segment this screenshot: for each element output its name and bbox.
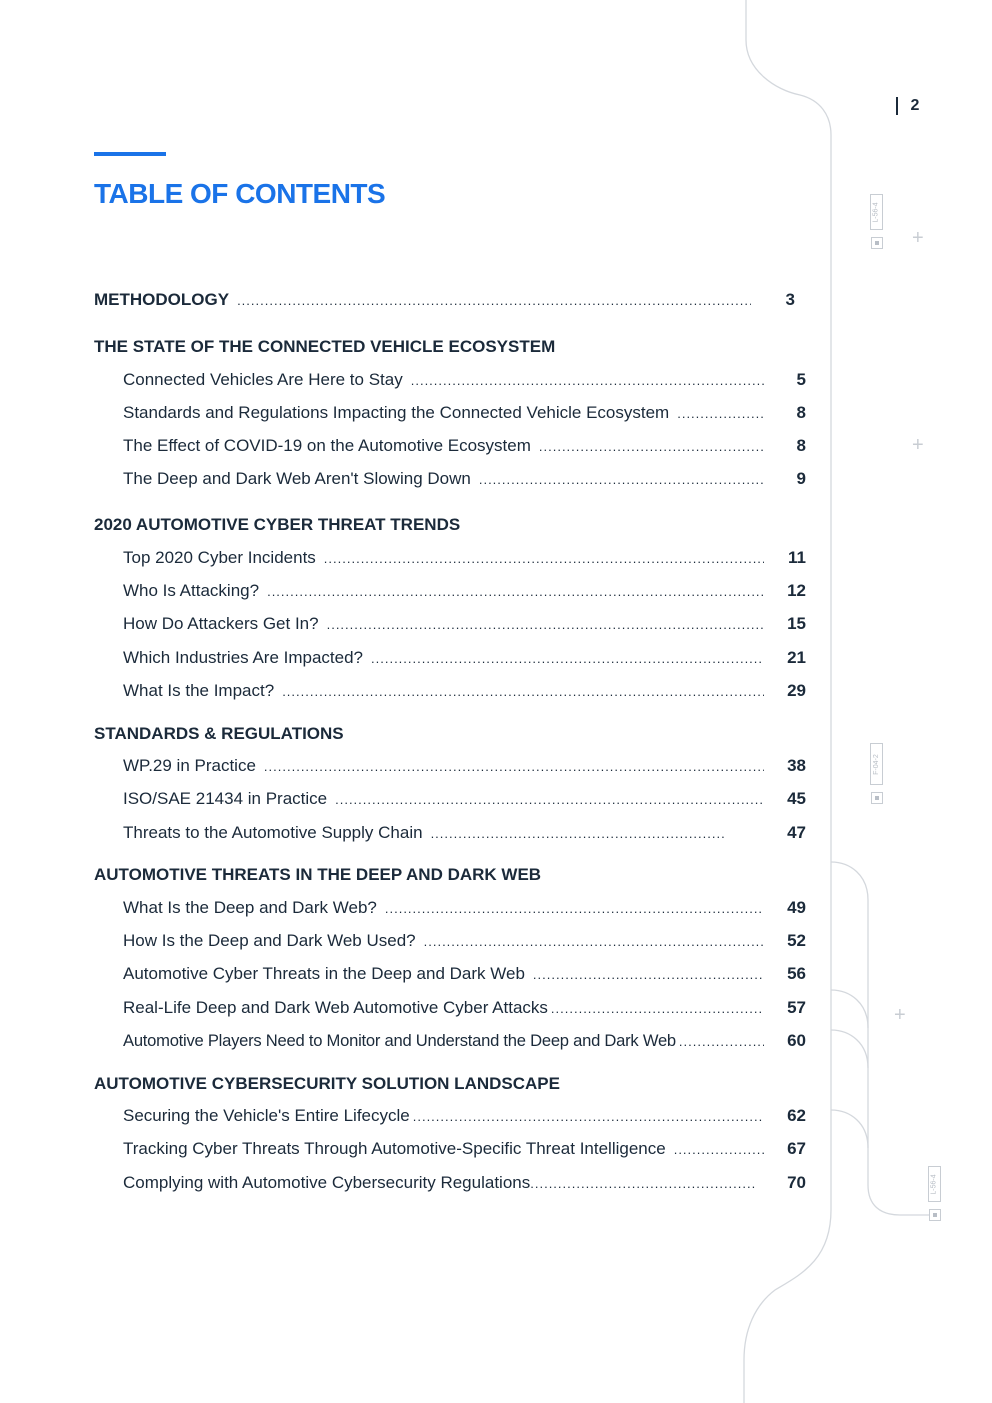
toc-entry[interactable]: Complying with Automotive Cybersecurity Regulations .....	[123, 1173, 755, 1193]
toc-entry[interactable]: What Is the Deep and Dark Web? .....	[123, 898, 764, 918]
toc-entry[interactable]: Tracking Cyber Threats Through Automotive-Specific Threat Intelligence .....	[123, 1139, 764, 1159]
side-tag: F-04-2	[870, 743, 883, 785]
toc-entry[interactable]: The Deep and Dark Web Aren't Slowing Down .....	[123, 469, 764, 489]
toc-page-number: 8	[796, 403, 806, 422]
section-heading: STANDARDS & REGULATIONS	[94, 724, 344, 743]
toc-page-number: 3	[785, 290, 795, 309]
toc-entry[interactable]: Automotive Players Need to Monitor and Understand the Deep and Dark Web .....	[123, 1031, 764, 1051]
toc-entry[interactable]: Real-Life Deep and Dark Web Automotive Cyber Attacks .....	[123, 998, 764, 1018]
toc-page-number: 52	[787, 931, 806, 950]
toc-page-number: 60	[787, 1031, 806, 1050]
toc-entry[interactable]: How Do Attackers Get In? .....	[123, 614, 764, 634]
toc-page-number: 56	[787, 964, 806, 983]
connector-square-icon	[871, 792, 883, 804]
toc-page-number: 8	[796, 436, 806, 455]
toc-page-number: 49	[787, 898, 806, 917]
toc-page-number: 67	[787, 1139, 806, 1158]
toc-page-number: 15	[787, 614, 806, 633]
toc-entry[interactable]: How Is the Deep and Dark Web Used? .....	[123, 931, 764, 951]
toc-page-number: 21	[787, 648, 806, 667]
toc-entry[interactable]: Securing the Vehicle's Entire Lifecycle .....	[123, 1106, 764, 1126]
toc-page-number: 57	[787, 998, 806, 1017]
plus-icon: +	[912, 434, 924, 456]
section-heading: THE STATE OF THE CONNECTED VEHICLE ECOSYSTEM	[94, 337, 556, 356]
plus-icon: +	[894, 1004, 906, 1026]
toc-entry[interactable]: WP.29 in Practice .....	[123, 756, 764, 776]
connector-square-icon	[929, 1209, 941, 1221]
toc-page-number: 11	[788, 548, 806, 567]
toc-entry[interactable]: Threats to the Automotive Supply Chain .....	[123, 823, 725, 843]
toc-entry[interactable]: Automotive Cyber Threats in the Deep and Dark Web .....	[123, 964, 764, 984]
page-number: 2	[896, 96, 919, 116]
toc-page-number: 45	[787, 789, 806, 808]
side-tag: L-56-4	[870, 194, 883, 230]
toc-entry[interactable]: ISO/SAE 21434 in Practice .....	[123, 789, 764, 809]
toc-page-number: 12	[787, 581, 806, 600]
plus-icon: +	[912, 227, 924, 249]
toc-entry[interactable]: What Is the Impact? .....	[123, 681, 764, 701]
toc-entry[interactable]: Connected Vehicles Are Here to Stay .....	[123, 370, 764, 390]
toc-page-number: 9	[796, 469, 806, 488]
toc-entry[interactable]: The Effect of COVID-19 on the Automotive Ecosystem .....	[123, 436, 764, 456]
page-title: TABLE OF CONTENTS	[94, 178, 386, 209]
toc-entry-methodology[interactable]: METHODOLOGY .....	[94, 290, 764, 310]
toc-page-number: 5	[796, 370, 806, 389]
toc-page-number: 47	[787, 823, 806, 842]
section-heading: 2020 AUTOMOTIVE CYBER THREAT TRENDS	[94, 515, 461, 534]
toc-page-number: 70	[787, 1173, 806, 1192]
toc-page-number: 29	[787, 681, 806, 700]
title-accent-bar	[94, 152, 166, 156]
section-heading: AUTOMOTIVE THREATS IN THE DEEP AND DARK WEB	[94, 865, 542, 884]
toc-entry[interactable]: Which Industries Are Impacted? .....	[123, 648, 764, 668]
toc-entry[interactable]: Standards and Regulations Impacting the Connected Vehicle Ecosystem .....	[123, 403, 764, 423]
toc-entry[interactable]: Who Is Attacking? .....	[123, 581, 764, 601]
side-tag: L-56-4	[928, 1166, 941, 1202]
toc-page-number: 38	[787, 756, 806, 775]
toc-entry[interactable]: Top 2020 Cyber Incidents .....	[123, 548, 764, 568]
toc-page-number: 62	[787, 1106, 806, 1125]
section-heading: AUTOMOTIVE CYBERSECURITY SOLUTION LANDSCAPE	[94, 1074, 560, 1093]
connector-square-icon	[871, 237, 883, 249]
